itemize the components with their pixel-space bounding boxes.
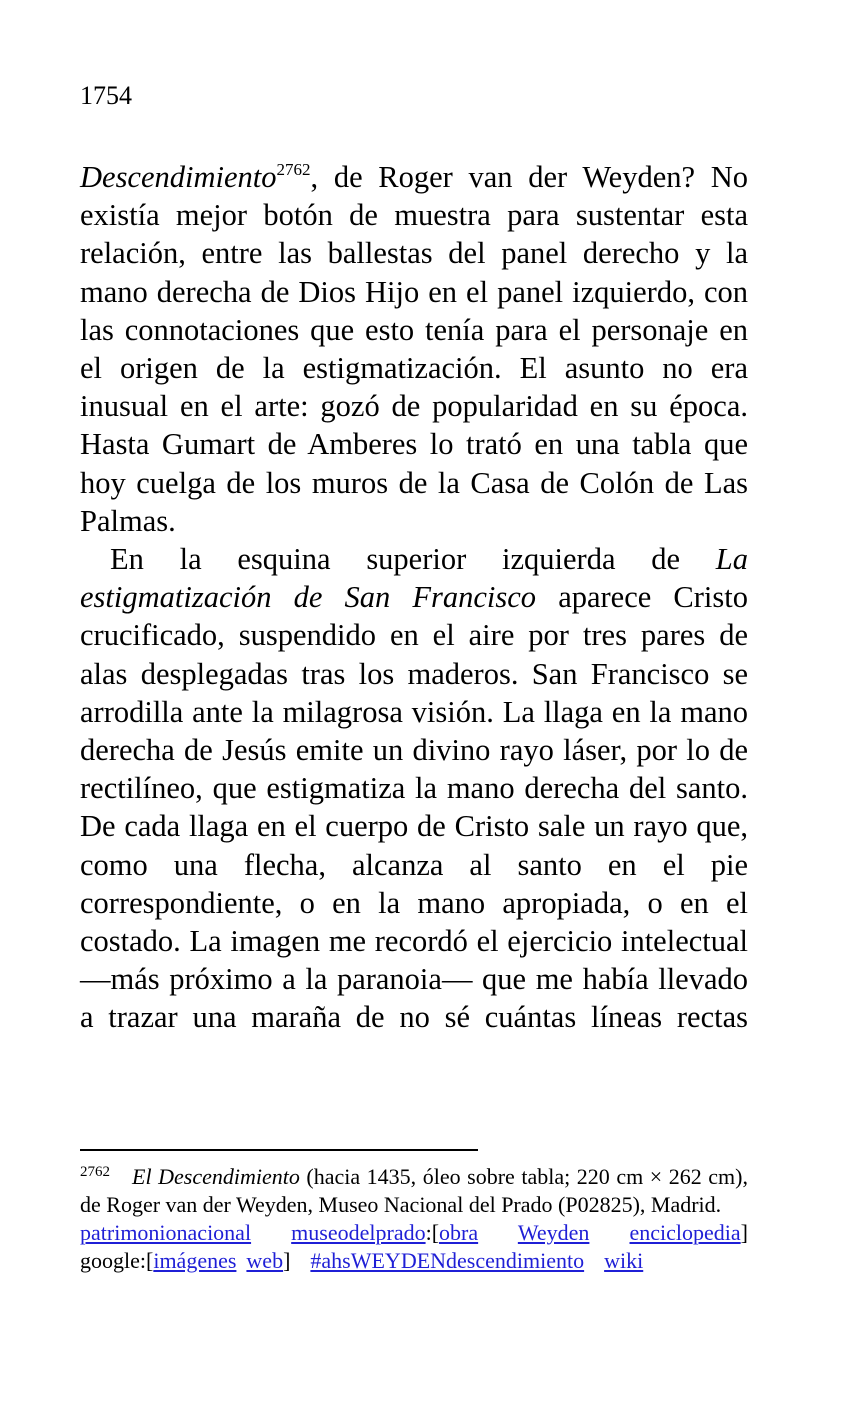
link-wiki[interactable]: wiki <box>604 1248 644 1273</box>
footnote-text <box>80 1163 748 1219</box>
paragraph-2-text: aparece Cristo crucificado, suspendido en el aire por tres pares de alas desplegadas tras los maderos. San Francisco se arrodilla ante la milagrosa visión. La llaga en la mano derecha de Jesús emite un divino rayo láser, por lo de rectilíneo, que estigmatiza la mano derecha del santo. De cada llaga en el cuerpo de Cristo sale un rayo que, como una flecha, alcanza al santo en el pie correspondiente, o en la mano apropiada, o en el costado. La imagen me recordó el ejercicio intelectual ―más próximo a la paranoia― que me había llevado a trazar una maraña de no sé cuántas líneas rectas <box>80 580 748 1035</box>
main-text <box>80 158 748 1037</box>
bracket-close-1: ] <box>740 1220 748 1245</box>
link-web[interactable]: web <box>246 1248 284 1273</box>
bracket-open-1: :[ <box>425 1220 440 1245</box>
paragraph-1-text: , de Roger van der Weyden? No existía mejor botón de muestra para sustentar esta relación, entre las ballestas del panel derecho y la mano derecha de Dios Hijo en el panel izquierdo, con las connotaciones que esto tenía para el personaje en el origen de la estigmatización. El asunto no era inusual en el arte: gozó de popularidad en su época. Hasta Gumart de Amberes lo trató en una tabla que hoy cuelga de los muros de la Casa de Colón de Las Palmas. <box>80 160 748 538</box>
footnote-separator <box>80 1149 478 1151</box>
paragraph-2-intro: En la esquina superior izquierda de <box>110 542 716 577</box>
link-museodelprado[interactable]: museodelprado <box>291 1220 426 1245</box>
link-hashtag[interactable]: #ahsWEYDENdescendimiento <box>310 1248 585 1273</box>
footnote-body: (hacia 1435, óleo sobre tabla; 220 cm × 262 cm), de Roger van der Weyden, Museo Nacional del Prado (P02825), Madrid. <box>80 1164 748 1217</box>
footnote-links-row-2 <box>80 1247 748 1275</box>
work-title-descendimiento: Descendimiento <box>80 160 277 194</box>
footnote-reference[interactable]: 2762 <box>276 160 311 179</box>
link-weyden[interactable]: Weyden <box>517 1220 590 1245</box>
link-obra[interactable]: obra <box>439 1220 479 1245</box>
page-number: 1754 <box>80 81 132 110</box>
paragraph-2 <box>80 540 748 1037</box>
paragraph-1 <box>80 158 748 540</box>
link-imagenes[interactable]: imágenes <box>153 1248 237 1273</box>
bracket-close-2: ] <box>283 1248 291 1273</box>
footnote-links-row-1 <box>80 1219 748 1247</box>
work-title-estigmatizacion: La estigmatización de San Francisco <box>80 542 748 615</box>
footnote <box>80 1163 748 1275</box>
footnote-number: 2762 <box>80 1164 110 1180</box>
link-enciclopedia[interactable]: enciclopedia <box>629 1220 741 1245</box>
footnote-work-title: El Descendimiento <box>132 1164 300 1189</box>
google-label: google:[ <box>80 1248 154 1273</box>
link-patrimonionacional[interactable]: patrimonionacional <box>80 1220 252 1245</box>
